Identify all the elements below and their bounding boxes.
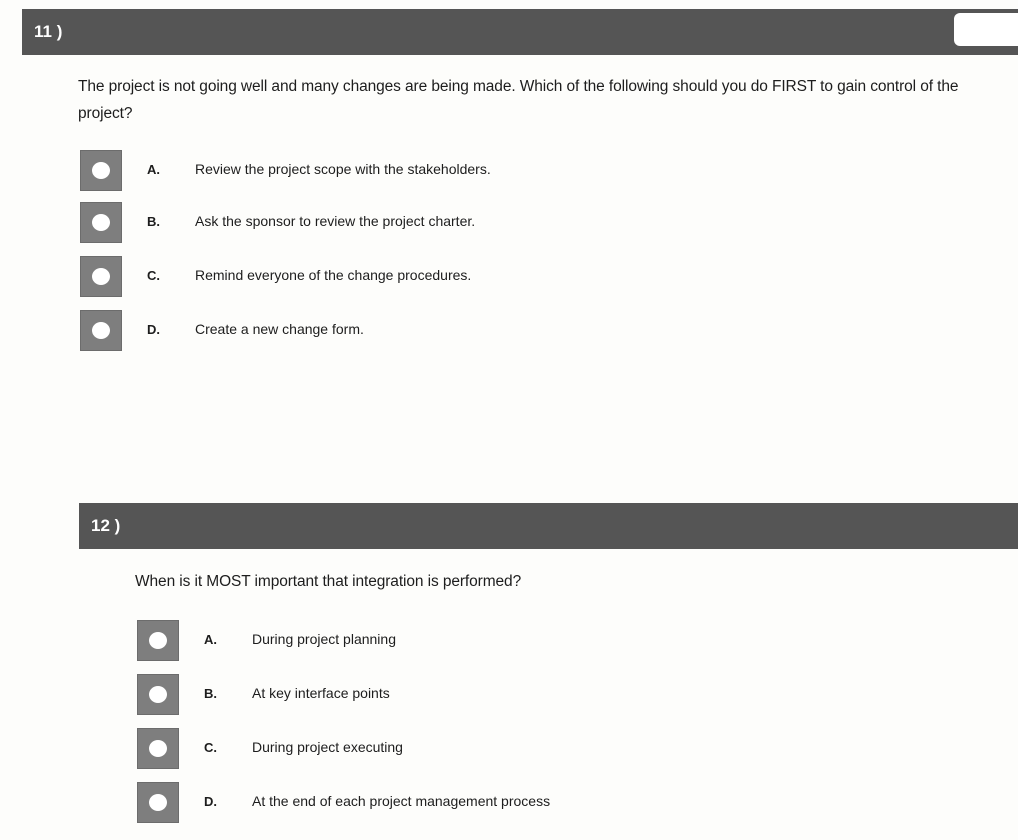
score-box <box>954 13 1018 46</box>
question-12-option-d <box>137 782 737 822</box>
question-number: 12 ) <box>91 516 121 535</box>
option-letter: C. <box>147 268 160 283</box>
option-text: At the end of each project management process <box>252 793 551 809</box>
question-11-option-b <box>80 202 680 242</box>
question-11-option-d <box>80 310 680 350</box>
radio-button[interactable] <box>80 256 122 297</box>
question-12-option-c <box>137 728 737 768</box>
radio-button[interactable] <box>137 728 179 769</box>
radio-button[interactable] <box>137 782 179 823</box>
option-text: At key interface points <box>252 685 390 701</box>
question-number: 11 ) <box>34 22 63 41</box>
radio-button[interactable] <box>80 150 122 191</box>
radio-button[interactable] <box>137 674 179 715</box>
option-text: Review the project scope with the stakeholders. <box>195 161 491 177</box>
question-12-option-a <box>137 620 737 660</box>
option-text: During project executing <box>252 739 403 755</box>
option-letter: C. <box>204 740 217 755</box>
option-letter: B. <box>204 686 217 701</box>
option-letter: A. <box>147 162 160 177</box>
option-letter: A. <box>204 632 217 647</box>
radio-button[interactable] <box>137 620 179 661</box>
question-12-option-b <box>137 674 737 714</box>
question-12-header <box>79 503 1018 549</box>
option-text: During project planning <box>252 631 396 647</box>
option-text: Remind everyone of the change procedures. <box>195 267 472 283</box>
question-11-text: The project is not going well and many changes are being made. Which of the following should you do FIRST to gain control of the project? <box>78 78 959 122</box>
question-11-header <box>22 9 1018 55</box>
question-12-text: When is it MOST important that integration is performed? <box>135 573 522 590</box>
question-11-option-c <box>80 256 680 296</box>
option-text: Create a new change form. <box>195 321 364 337</box>
option-letter: D. <box>204 794 217 809</box>
radio-button[interactable] <box>80 310 122 351</box>
option-text: Ask the sponsor to review the project charter. <box>195 213 476 229</box>
option-letter: D. <box>147 322 160 337</box>
question-11-option-a <box>80 150 680 190</box>
radio-button[interactable] <box>80 202 122 243</box>
option-letter: B. <box>147 214 160 229</box>
